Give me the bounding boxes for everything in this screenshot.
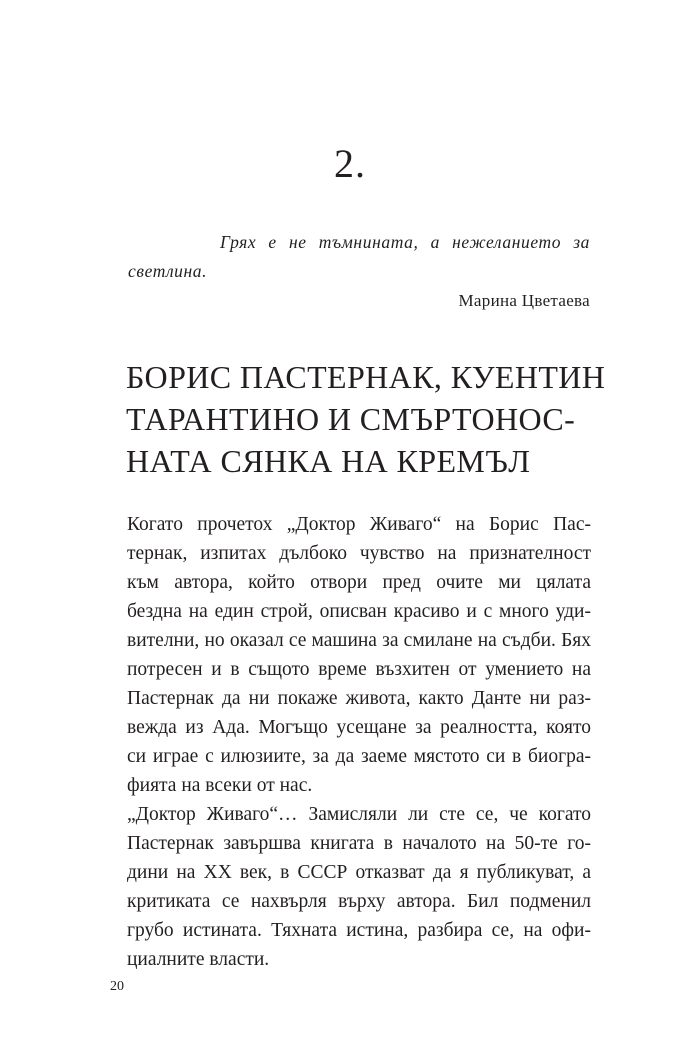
title-line: НАТА СЯНКА НА КРЕМЪЛ	[126, 443, 531, 479]
text-line: тернак, изпитах дълбоко чувство на признателност	[127, 543, 591, 564]
text-line: фията на всеки от нас.	[127, 775, 313, 796]
title-line: БОРИС ПАСТЕРНАК, КУЕНТИН	[126, 359, 606, 395]
text-line: дини на XX век, в СССР отказват да я публикуват, а	[127, 862, 591, 883]
essay-title	[126, 356, 606, 482]
paragraph	[127, 510, 591, 800]
epigraph-line: светлина.	[128, 261, 208, 281]
page-number: 20	[110, 979, 124, 994]
text-line: Пастернак завършва книгата в началото на 50-те го-	[127, 833, 591, 854]
text-line: потресен и в същото време възхитен от умението на	[127, 659, 591, 680]
text-line: към автора, който отвори пред очите ми цялата	[127, 572, 591, 593]
chapter-number: 2.	[334, 141, 366, 186]
body-text	[127, 510, 591, 974]
text-line: грубо истината. Тяхната истина, разбира се, на офи-	[127, 920, 591, 941]
text-line: бездна на един строй, описван красиво и с много уди-	[127, 601, 591, 622]
text-line: критиката се нахвърля върху автора. Бил подменил	[127, 891, 591, 912]
epigraph-line: Грях е не тъмнината, а нежеланието за	[220, 232, 590, 252]
epigraph-quote	[128, 228, 590, 286]
text-line: циалните власти.	[127, 949, 270, 970]
text-line: вителни, но оказал се машина за смилане на съдби. Бях	[127, 630, 591, 651]
text-line: Когато прочетох „Доктор Живаго“ на Борис Пас-	[127, 514, 591, 535]
text-line: вежда из Ада. Могъщо усещане за реалността, която	[127, 717, 591, 738]
paragraph	[127, 800, 591, 974]
text-line: Пастернак да ни покаже живота, както Данте ни раз-	[127, 688, 591, 709]
epigraph-author: Марина Цветаева	[458, 291, 590, 310]
text-line: „Доктор Живаго“… Замисляли ли сте се, че когато	[127, 804, 591, 825]
title-line: ТАРАНТИНО И СМЪРТОНОС-	[126, 401, 576, 437]
text-line: си играе с илюзиите, за да заеме мястото си в биогра-	[127, 746, 591, 767]
